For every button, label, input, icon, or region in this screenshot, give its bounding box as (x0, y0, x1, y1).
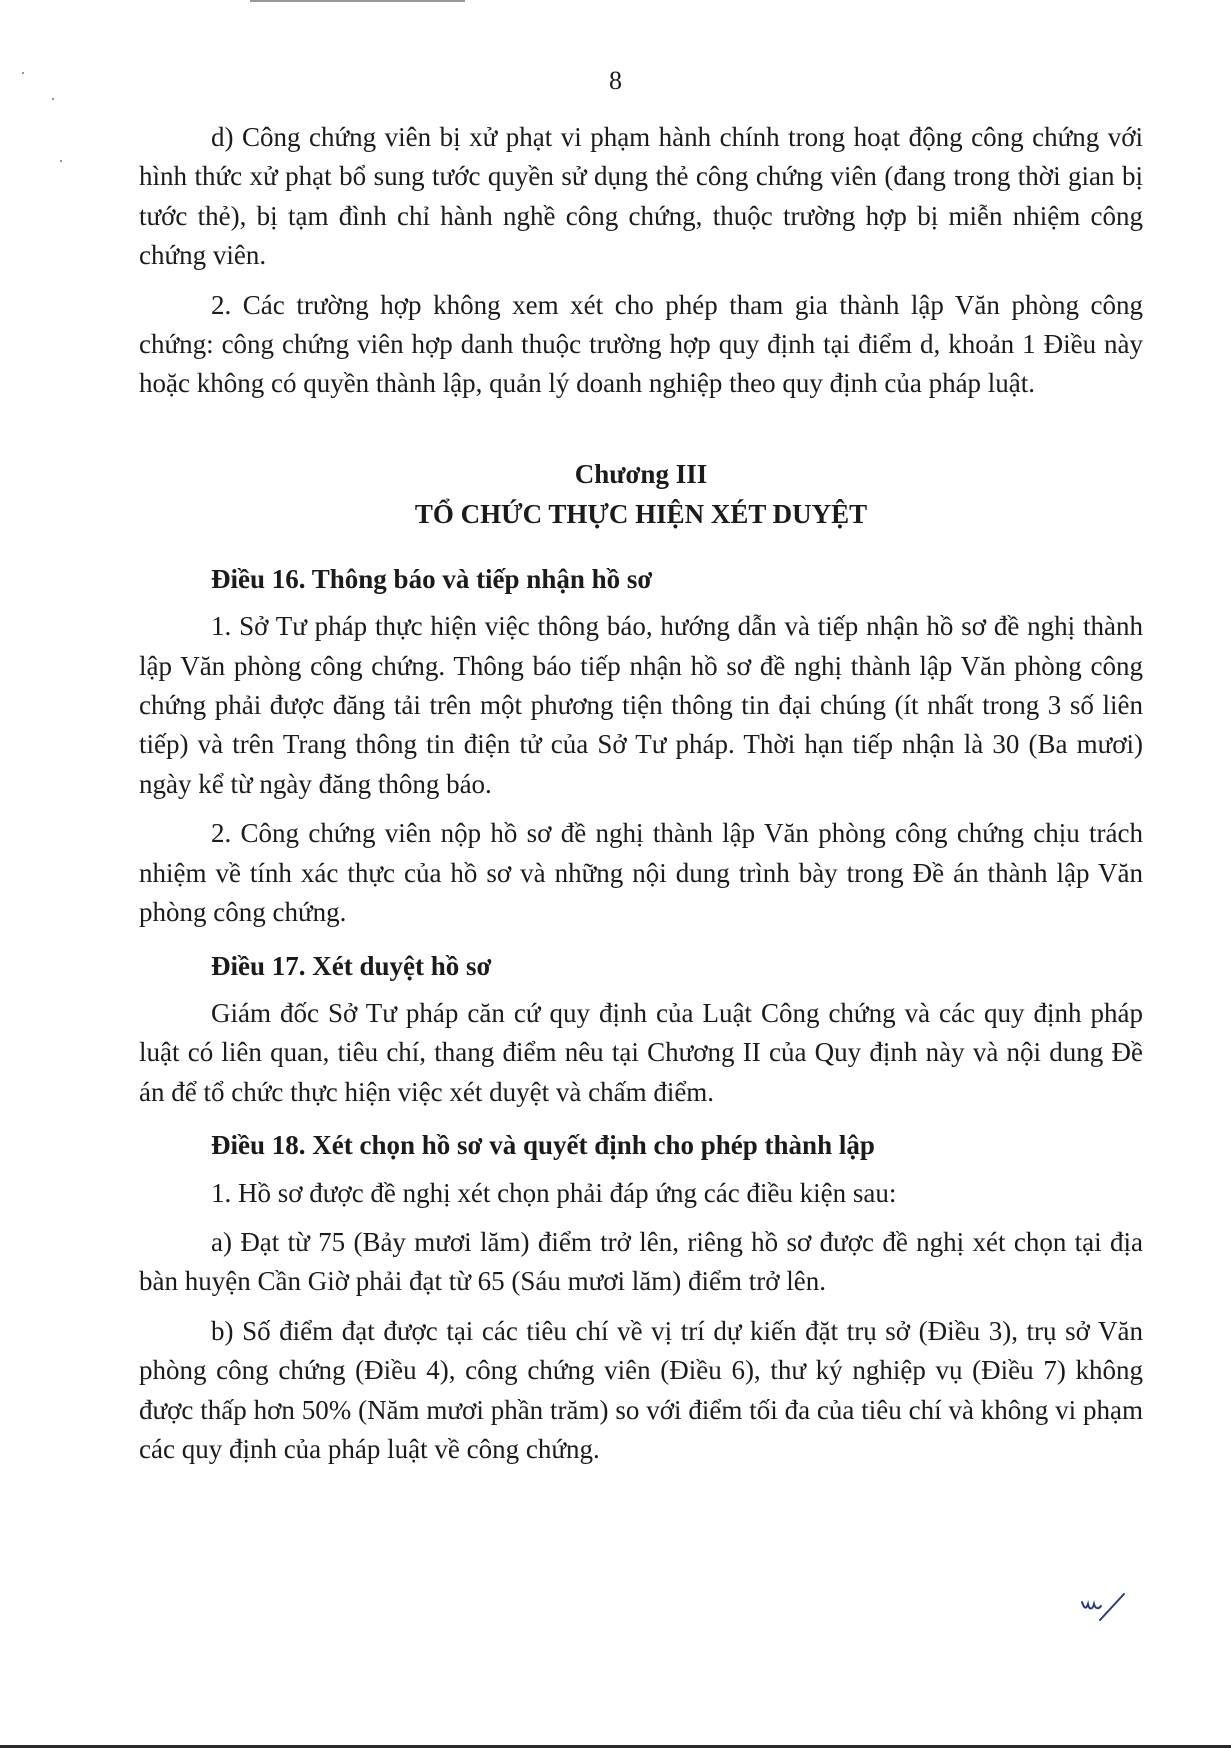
document-body (139, 118, 1143, 1479)
article-16-paragraph: 2. Công chứng viên nộp hồ sơ đề nghị thành lập Văn phòng công chứng chịu trách nhiệm về tính xác thực của hồ sơ và những nội dung trình bày trong Đề án thành lập Văn phòng công chứng. (139, 818, 1143, 928)
article-16-paragraph: 1. Sở Tư pháp thực hiện việc thông báo, hướng dẫn và tiếp nhận hồ sơ đề nghị thành lập Văn phòng công chứng. Thông báo tiếp nhận hồ sơ đề nghị thành lập Văn phòng công chứng phải được đăng tải trên một phương tiện thông tin đại chúng (ít nhất trong 3 số liên tiếp) và trên Trang thông tin điện tử của Sở Tư pháp. Thời hạn tiếp nhận là 30 (Ba mươi) ngày kể từ ngày đăng thông báo. (139, 611, 1143, 799)
article-17-paragraph: Giám đốc Sở Tư pháp căn cứ quy định của Luật Công chứng và các quy định pháp luật có liên quan, tiêu chí, thang điểm nêu tại Chương II của Quy định này và nội dung Đề án để tổ chức thực hiện việc xét duyệt và chấm điểm. (139, 997, 1143, 1107)
handwritten-initials-icon (1080, 1592, 1128, 1626)
article-17-heading: Điều 17. Xét duyệt hồ sơ (211, 950, 492, 981)
scan-speck (52, 98, 54, 100)
article-18-paragraph: a) Đạt từ 75 (Bảy mươi lăm) điểm trở lên, riêng hồ sơ được đề nghị xét chọn tại địa bàn huyện Cần Giờ phải đạt từ 65 (Sáu mươi lăm) điểm trở lên. (139, 1226, 1143, 1297)
article-18-paragraph: b) Số điểm đạt được tại các tiêu chí về vị trí dự kiến đặt trụ sở (Điều 3), trụ sở Văn phòng công chứng (Điều 4), công chứng viên (Điều 6), thư ký nghiệp vụ (Điều 7) không được thấp hơn 50% (Năm mươi phần trăm) so với điểm tối đa của tiêu chí và không vi phạm các quy định của pháp luật về công chứng. (139, 1315, 1143, 1464)
article-18-heading: Điều 18. Xét chọn hồ sơ và quyết định cho phép thành lập (211, 1130, 875, 1161)
scan-bottom-edge-line (0, 1745, 1231, 1748)
chapter-label: Chương III (574, 458, 708, 489)
page-number: 8 (609, 66, 622, 95)
chapter-title: TỔ CHỨC THỰC HIỆN XÉT DUYỆT (414, 498, 868, 529)
scan-top-edge-line (250, 0, 465, 2)
article-16-heading: Điều 16. Thông báo và tiếp nhận hồ sơ (211, 563, 653, 594)
paragraph-point-d: d) Công chứng viên bị xử phạt vi phạm hành chính trong hoạt động công chứng với hình thức xử phạt bổ sung tước quyền sử dụng thẻ công chứng viên (đang trong thời gian bị tước thẻ), bị tạm đình chỉ hành nghề công chứng, thuộc trường hợp bị miễn nhiệm công chứng viên. (139, 122, 1143, 271)
scan-speck (60, 160, 62, 162)
paragraph-clause-2: 2. Các trường hợp không xem xét cho phép tham gia thành lập Văn phòng công chứng: công chứng viên hợp danh thuộc trường hợp quy định tại điểm d, khoản 1 Điều này hoặc không có quyền thành lập, quản lý doanh nghiệp theo quy định của pháp luật. (139, 289, 1143, 399)
article-18-paragraph: 1. Hồ sơ được đề nghị xét chọn phải đáp ứng các điều kiện sau: (211, 1177, 897, 1208)
